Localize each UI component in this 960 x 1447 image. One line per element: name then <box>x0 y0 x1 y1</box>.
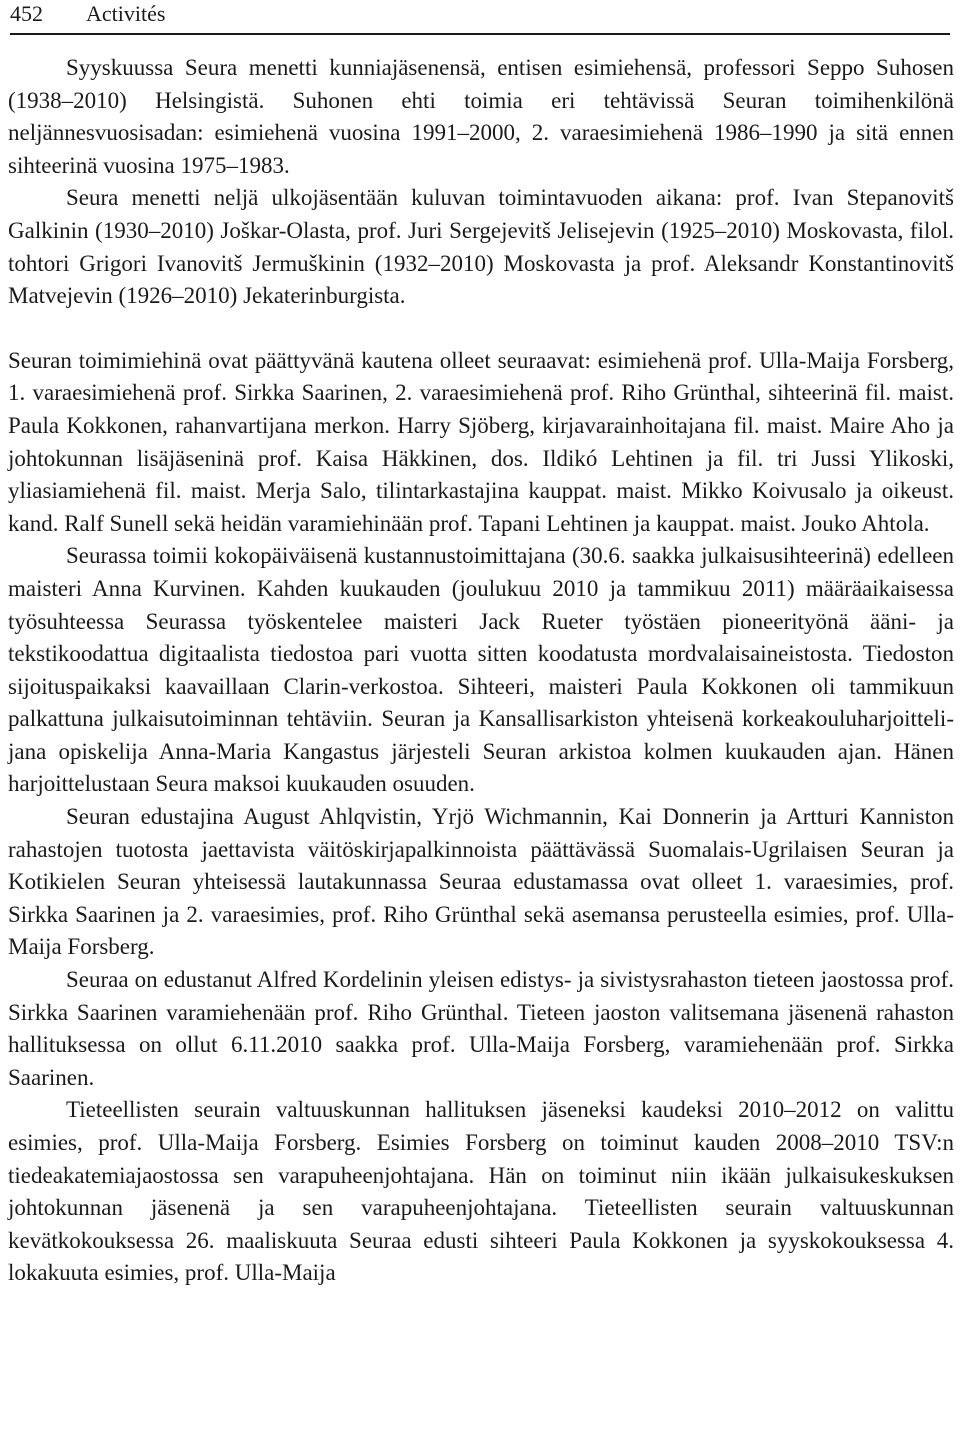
body-text <box>8 52 954 1290</box>
running-head <box>10 0 950 34</box>
page-number: 452 <box>10 1 43 26</box>
header-rule <box>10 33 950 35</box>
paragraph-tsv: Tieteellisten seurain valtuuskunnan hallituksen jäseneksi kaudeksi 2010–2012 on valittu esimies, prof. Ulla-Maija Forsberg. Esimies Forsberg on toiminut kauden 2008–2010 TSV:n tiedeakatemiajaostossa sen varapuheenjohtajana. Hän on toiminut niin ikään julkaisukeskuksen johtokunnan jäsenenä ja sen varapuheenjohtajana. Tieteellisten seurain valtuuskunnan kevätkokouksessa 26. maaliskuuta Seuraa edusti sihteeri Paula Kokkonen ja syyskokouksessa 4. lokakuuta esimies, prof. Ulla-Maija <box>8 1097 954 1286</box>
section-title: Activités <box>86 1 166 26</box>
paragraph-obituary: Syyskuussa Seura menetti kunniajäsenensä, entisen esimiehensä, professori Seppo Suhosen (1938–2010) Helsingistä. Suhonen ehti toimia eri tehtävissä Seuran toimihenkilönä neljännesvuosisadan: esimiehenä vuosina 1991–2000, 2. varaesimiehenä 1986–1990 ja sitä ennen sihteerinä vuosina 1975–1983. <box>8 55 954 178</box>
paragraph-kordelin-fund: Seuraa on edustanut Alfred Kordelinin yleisen edistys- ja sivistysrahaston tieteen jaostossa prof. Sirkka Saarinen varamiehenään prof. Riho Grünthal. Tieteen jaoston valitsemana jäsenenä rahaston hallituksessa on ollut 6.11.2010 saakka prof. Ulla-Maija Forsberg, varamiehenään prof. Sirkka Saarinen. <box>8 967 954 1090</box>
paragraph-dissertation-prizes: Seuran edustajina August Ahlqvistin, Yrjö Wichmannin, Kai Donnerin ja Artturi Kanniston rahastojen tuotosta jaettavista väitöskirjapalkinnoista päättävässä Suomalais-Ugrilaisen Seuran ja Kotikielen Seuran yhteisessä lautakunnassa Seuraa edustamassa ovat olleet 1. varaesimies, prof. Sirkka Saarinen ja 2. varaesimies, prof. Riho Grünthal sekä asemansa perusteella esimies, prof. Ulla-Maija Forsberg. <box>8 804 954 960</box>
paragraph-officials: Seuran toimimiehinä ovat päättyvänä kautena olleet seuraavat: esimiehenä prof. Ulla-Maija Forsberg, 1. varaesimiehenä prof. Sirkka Saarinen, 2. varaesimiehenä prof. Riho Grünthal, sihteerinä fil. maist. Paula Kokkonen, rahanvartijana merkon. Harry Sjöberg, kirjavarainhoitajana fil. maist. Maire Aho ja johtokunnan lisäjäseninä prof. Kaisa Häkkinen, dos. Ildikó Lehtinen ja fil. tri Jussi Ylikoski, yliasiamiehenä fil. maist. Merja Salo, tilintarkastajina kauppat. maist. Mikko Koivusalo ja oikeust. kand. Ralf Sunell sekä heidän varamiehinään prof. Tapani Lehtinen ja kauppat. maist. Jouko Ahtola. <box>8 347 954 536</box>
paragraph-staff: Seurassa toimii kokopäiväisenä kustannustoimittajana (30.6. saakka julkaisusihteerinä) edelleen maisteri Anna Kurvinen. Kahden kuukauden (joulukuu 2010 ja tammikuu 2011) määräaikaisessa työsuhteessa Seurassa työskentelee maisteri Jack Rueter työstäen pioneerityönä ääni- ja tekstikoodattua digitaalista tiedostoa pari vuotta sitten koodatusta mordvalaisaineistosta. Tiedoston sijoituspaikaksi kaavaillaan Clarin-verkostoa. Sihteeri, maisteri Paula Kokkonen oli tammikuun palkattuna julkaisutoiminnan tehtäviin. Seuran ja Kansallisarkiston yhteisenä korkeakouluharjoittelijana opiskelija Anna-Maria Kangastus järjesteli Seuran arkistoa kolmen kuukauden ajan. Hänen harjoittelustaan Seura maksoi kuukauden osuuden. <box>8 543 954 797</box>
paragraph-foreign-members: Seura menetti neljä ulkojäsentään kuluvan toimintavuoden aikana: prof. Ivan Stepanovitš Galkinin (1930–2010) Joškar-Olasta, prof. Juri Sergejevitš Jelisejevin (1925–2010) Moskovasta, filol. tohtori Grigori Ivanovitš Jermuškinin (1932–2010) Moskovasta ja prof. Aleksandr Konstantinovitš Matvejevin (1926–2010) Jekaterinburgista. <box>8 185 954 309</box>
